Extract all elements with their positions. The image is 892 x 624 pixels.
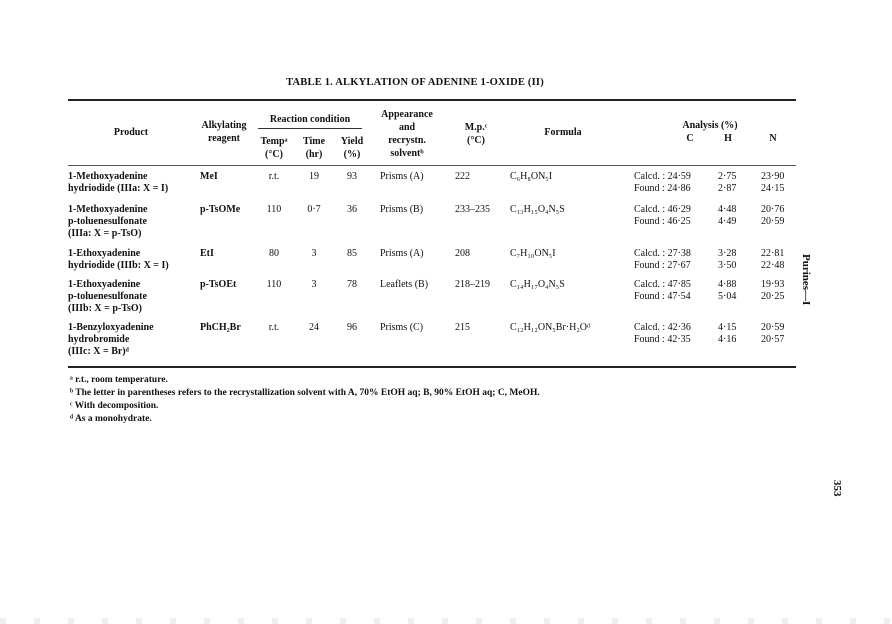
running-head: Purines—I [800, 254, 812, 306]
header-appearance-1: Appearance [381, 109, 433, 120]
formula: C₆H₈ON₅I [510, 171, 553, 182]
hydrogen-calcd: 4·15 [718, 322, 737, 333]
header-temp-1: Tempᵃ [260, 136, 288, 147]
alkylating-reagent: PhCH₂Br [200, 322, 241, 333]
header-yield-2: (%) [343, 149, 361, 160]
footnote: ᵈ As a monohydrate. [70, 414, 152, 424]
header-rule [68, 165, 796, 166]
formula: C₁₄H₁₇O₄N₅S [510, 279, 565, 290]
analysis-found: Found : 24·86 [634, 183, 691, 194]
nitrogen-found: 20·59 [761, 216, 785, 227]
temperature: r.t. [268, 171, 280, 182]
reaction-condition-underline [258, 128, 362, 129]
analysis-found: Found : 27·67 [634, 260, 691, 271]
analysis-calcd: Calcd. : 42·36 [634, 322, 691, 333]
hydrogen-found: 3·50 [718, 260, 737, 271]
formula: C₁₃H₁₅O₄N₅S [510, 204, 565, 215]
footnote: ᵇ The letter in parentheses refers to the recrystallization solvent with A, 70% EtOH aq; B, 90% EtOH aq; C, MeOH. [70, 388, 540, 398]
product-name: 1-Methoxyadenine [68, 204, 148, 215]
melting-point: 222 [455, 171, 470, 182]
header-temp-2: (°C) [265, 149, 283, 160]
product-name: 1-Ethoxyadenine [68, 279, 141, 290]
product-name: p-toluenesulfonate [68, 291, 147, 302]
header-analysis: Analysis (%) [682, 120, 738, 131]
melting-point: 215 [455, 322, 470, 333]
nitrogen-calcd: 23·90 [761, 171, 785, 182]
time: 0·7 [307, 204, 321, 215]
nitrogen-found: 22·48 [761, 260, 785, 271]
time: 19 [309, 171, 319, 182]
header-appearance-2: and [398, 122, 416, 133]
nitrogen-found: 24·15 [761, 183, 785, 194]
hydrogen-calcd: 2·75 [718, 171, 737, 182]
header-reagent-1: Alkylating [201, 120, 247, 131]
header-c: C [686, 133, 694, 144]
appearance: Prisms (A) [380, 171, 424, 182]
analysis-found: Found : 42·35 [634, 334, 691, 345]
hydrogen-found: 5·04 [718, 291, 737, 302]
temperature: r.t. [268, 322, 280, 333]
header-reaction-condition: Reaction condition [269, 114, 351, 125]
formula: C₁₂H₁₂ON₅Br·H₂Oᵈ [510, 322, 591, 333]
product-name: 1-Benzyloxyadenine [68, 322, 154, 333]
product-name: p-toluenesulfonate [68, 216, 147, 227]
header-formula: Formula [544, 127, 582, 138]
footnote: ᵃ r.t., room temperature. [70, 375, 168, 385]
bottom-rule [68, 366, 796, 368]
yield: 36 [347, 204, 357, 215]
header-yield-1: Yield [340, 136, 364, 147]
header-n: N [769, 133, 777, 144]
yield: 78 [347, 279, 357, 290]
alkylating-reagent: p-TsOEt [200, 279, 237, 290]
product-name: hydriodide (IIIa: X = I) [68, 183, 169, 194]
header-appearance-4: solventᵇ [390, 148, 424, 159]
top-rule [68, 99, 796, 101]
table-caption: TABLE 1. ALKYLATION OF ADENINE 1-OXIDE (II) [286, 77, 544, 88]
product-name: hydrobromide [68, 334, 130, 345]
alkylating-reagent: p-TsOMe [200, 204, 241, 215]
header-mp-1: M.p.ᶜ [464, 122, 488, 133]
nitrogen-calcd: 20·59 [761, 322, 785, 333]
alkylating-reagent: MeI [200, 171, 218, 182]
header-time-2: (hr) [305, 149, 323, 160]
hydrogen-found: 2·87 [718, 183, 737, 194]
melting-point: 218–219 [455, 279, 490, 290]
alkylating-reagent: EtI [200, 248, 214, 259]
product-name: 1-Methoxyadenine [68, 171, 148, 182]
nitrogen-found: 20·25 [761, 291, 785, 302]
temperature: 80 [269, 248, 279, 259]
nitrogen-calcd: 22·81 [761, 248, 785, 259]
temperature: 110 [266, 279, 282, 290]
hydrogen-found: 4·49 [718, 216, 737, 227]
footnote: ᶜ With decomposition. [70, 401, 159, 411]
time: 3 [311, 279, 317, 290]
appearance: Prisms (A) [380, 248, 424, 259]
product-name: (IIIa: X = p-TsO) [68, 228, 142, 239]
appearance: Prisms (B) [380, 204, 424, 215]
nitrogen-calcd: 19·93 [761, 279, 785, 290]
header-h: H [724, 133, 732, 144]
analysis-found: Found : 47·54 [634, 291, 691, 302]
appearance: Leaflets (B) [380, 279, 429, 290]
analysis-calcd: Calcd. : 46·29 [634, 204, 691, 215]
temperature: 110 [266, 204, 282, 215]
hydrogen-calcd: 3·28 [718, 248, 737, 259]
header-appearance-3: recrystn. [388, 135, 426, 146]
product-name: (IIIb: X = p-TsO) [68, 303, 142, 314]
header-time-1: Time [302, 136, 326, 147]
melting-point: 233–235 [455, 204, 490, 215]
yield: 93 [347, 171, 357, 182]
hydrogen-found: 4·16 [718, 334, 737, 345]
nitrogen-found: 20·57 [761, 334, 785, 345]
hydrogen-calcd: 4·88 [718, 279, 737, 290]
time: 24 [309, 322, 319, 333]
formula: C₇H₁₀ON₅I [510, 248, 556, 259]
nitrogen-calcd: 20·76 [761, 204, 785, 215]
yield: 85 [347, 248, 357, 259]
analysis-calcd: Calcd. : 47·85 [634, 279, 691, 290]
scan-edge [0, 618, 892, 624]
yield: 96 [347, 322, 357, 333]
analysis-calcd: Calcd. : 24·59 [634, 171, 691, 182]
header-mp-2: (°C) [467, 135, 485, 146]
product-name: 1-Ethoxyadenine [68, 248, 141, 259]
hydrogen-calcd: 4·48 [718, 204, 737, 215]
product-name: (IIIc: X = Br)ᵈ [68, 346, 129, 357]
header-reagent-2: reagent [207, 133, 241, 144]
time: 3 [311, 248, 317, 259]
page-number: 353 [831, 480, 843, 497]
header-product: Product [113, 127, 149, 138]
appearance: Prisms (C) [380, 322, 424, 333]
analysis-calcd: Calcd. : 27·38 [634, 248, 691, 259]
analysis-found: Found : 46·25 [634, 216, 691, 227]
melting-point: 208 [455, 248, 470, 259]
product-name: hydriodide (IIIb: X = I) [68, 260, 169, 271]
